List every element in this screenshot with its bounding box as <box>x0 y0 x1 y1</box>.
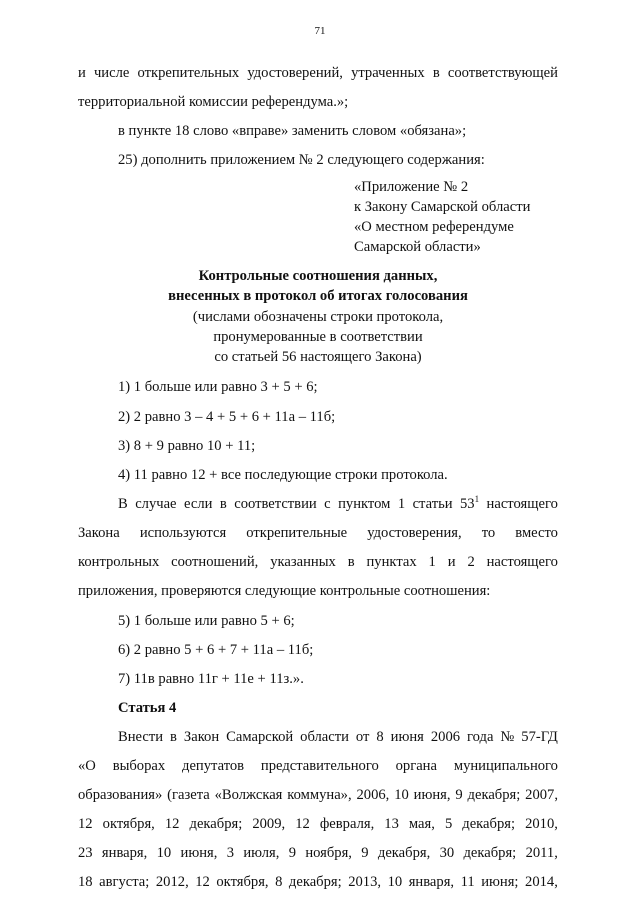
list-item: 7) 11в равно 11г + 11е + 11з.». <box>118 671 304 687</box>
list-item: 2) 2 равно 3 – 4 + 5 + 6 + 11а – 11б; <box>118 409 336 425</box>
appendix-header-line2: к Закону Самарской области <box>354 199 531 215</box>
para5-line2: «О выборах депутатов представительного органа муниципального <box>78 758 558 774</box>
para2: в пункте 18 слово «вправе» заменить словом «обязана»; <box>118 123 467 139</box>
para5-line1: Внести в Закон Самарской области от 8 июня 2006 года № 57-ГД <box>118 729 558 745</box>
title-line1: Контрольные соотношения данных, <box>198 268 438 284</box>
footnote-superscript: 1 <box>474 494 480 504</box>
para4-line1: В случае если в соответствии с пунктом 1 статьи $53^1$ настоящего <box>118 494 558 512</box>
appendix-header-line1: «Приложение № 2 <box>354 179 469 195</box>
list-item: 5) 1 больше или равно 5 + 6; <box>118 613 295 629</box>
article-heading: Статья 4 <box>118 700 177 716</box>
appendix-header-line3: «О местном референдуме <box>354 219 514 235</box>
para1-line1: и числе открепительных удостоверений, утраченных в соответствующей <box>78 65 558 81</box>
subtitle-line3: со статьей 56 настоящего Закона) <box>214 349 422 365</box>
para4-line3: контрольных соотношений, указанных в пунктах 1 и 2 настоящего <box>78 554 558 570</box>
title-line2: внесенных в протокол об итогах голосования <box>168 288 468 304</box>
para4-line4: приложения, проверяются следующие контрольные соотношения: <box>78 583 491 599</box>
para5-line3: образования» (газета «Волжская коммуна», 2006, 10 июня, 9 декабря; 2007, <box>78 787 558 803</box>
page-number: 71 <box>314 25 326 37</box>
list-item: 4) 11 равно 12 + все последующие строки протокола. <box>118 467 448 483</box>
list-item: 1) 1 больше или равно 3 + 5 + 6; <box>118 379 318 395</box>
para5-line5: 23 января, 10 июня, 3 июля, 9 ноября, 9 декабря, 30 декабря; 2011, <box>78 845 558 861</box>
subtitle-line2: пронумерованные в соответствии <box>213 329 423 345</box>
para3: 25) дополнить приложением № 2 следующего содержания: <box>118 152 485 168</box>
para5-line4: 12 октября, 12 декабря; 2009, 12 февраля, 13 мая, 5 декабря; 2010, <box>78 816 558 832</box>
list-item: 3) 8 + 9 равно 10 + 11; <box>118 438 256 454</box>
para1-line2: территориальной комиссии референдума.»; <box>78 94 349 110</box>
list-item: 6) 2 равно 5 + 6 + 7 + 11а – 11б; <box>118 642 314 658</box>
appendix-header-line4: Самарской области» <box>354 239 481 255</box>
subtitle-line1: (числами обозначены строки протокола, <box>192 309 444 325</box>
para4-line2: Закона используются открепительные удостоверения, то вместо <box>78 525 558 541</box>
para5-line6: 18 августа; 2012, 12 октября, 8 декабря; 2013, 10 января, 11 июня; 2014, <box>78 874 558 890</box>
